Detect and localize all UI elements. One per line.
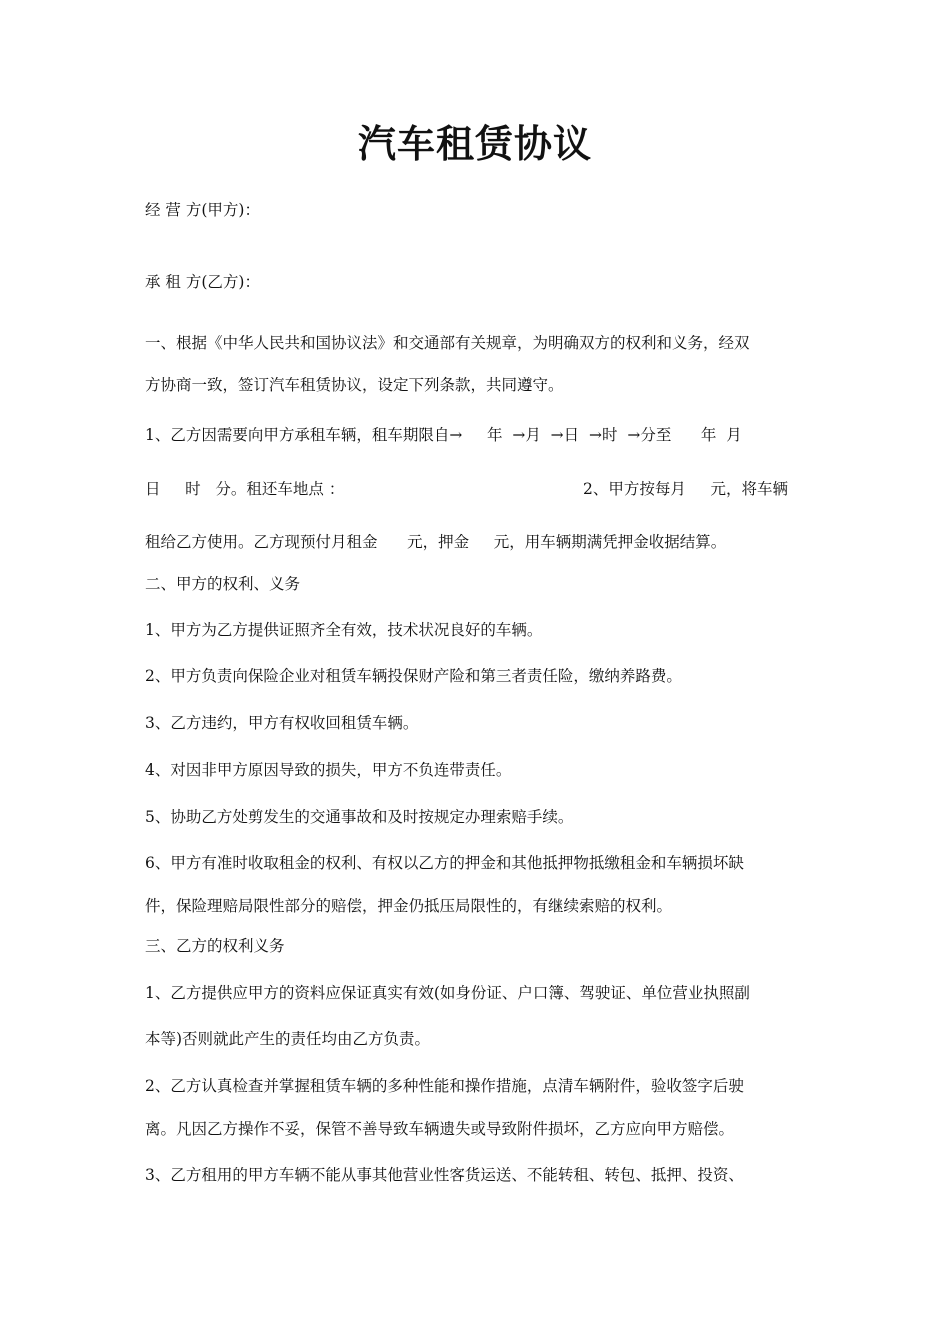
section3-item-2-line-2: 离。凡因乙方操作不妥，保管不善导致车辆遗失或导致附件损坏，乙方应向甲方赔偿。 bbox=[145, 1120, 735, 1138]
section2-item-6-line-1: 6、甲方有准时收取租金的权利、有权以乙方的押金和其他抵押物抵缴租金和车辆损坏缺 bbox=[145, 854, 744, 872]
term-line-2-right: 2、甲方按每月 元，将车辆 bbox=[583, 480, 788, 498]
intro-line-1: 一、根据《中华人民共和国协议法》和交通部有关规章，为明确双方的权利和义务，经双 bbox=[145, 334, 750, 352]
section2-item-4: 4、对因非甲方原因导致的损失，甲方不负连带责任。 bbox=[145, 761, 512, 779]
section2-item-6-line-2: 件，保险理赔局限性部分的赔偿，押金仍抵压局限性的，有继续索赔的权利。 bbox=[145, 897, 673, 915]
section3-heading: 三、乙方的权利义务 bbox=[145, 937, 285, 955]
section2-item-1: 1、甲方为乙方提供证照齐全有效，技术状况良好的车辆。 bbox=[145, 621, 543, 639]
section3-item-1-line-1: 1、乙方提供应甲方的资料应保证真实有效(如身份证、户口簿、驾驶证、单位营业执照副 bbox=[145, 984, 750, 1002]
party-a-label: 经 营 方(甲方)： bbox=[145, 201, 260, 219]
section2-item-3: 3、乙方违约，甲方有权收回租赁车辆。 bbox=[145, 714, 419, 732]
section3-item-1-line-2: 本等)否则就此产生的责任均由乙方负责。 bbox=[145, 1030, 431, 1048]
section3-item-2-line-1: 2、乙方认真检查并掌握租赁车辆的多种性能和操作措施，点清车辆附件，验收签字后驶 bbox=[145, 1077, 744, 1095]
term-line-2-left: 日 时 分。租还车地点 ： bbox=[145, 480, 345, 498]
section2-item-5: 5、协助乙方处剪发生的交通事故和及时按规定办理索赔手续。 bbox=[145, 808, 574, 826]
party-b-label: 承 租 方(乙方)： bbox=[145, 273, 260, 291]
section2-heading: 二、甲方的权利、义务 bbox=[145, 575, 301, 593]
section2-item-2: 2、甲方负责向保险企业对租赁车辆投保财产险和第三者责任险，缴纳养路费。 bbox=[145, 667, 682, 685]
term-line-1: 1、乙方因需要向甲方承租车辆，租车期限自→ 年 →月 →日 →时 →分至 年 月 bbox=[145, 426, 742, 444]
term-line-3: 租给乙方使用。乙方现预付月租金 元，押金 元，用车辆期满凭押金收据结算。 bbox=[145, 533, 727, 551]
document-title: 汽车租赁协议 bbox=[357, 121, 592, 166]
intro-line-2: 方协商一致，签订汽车租赁协议，设定下列条款，共同遵守。 bbox=[145, 376, 564, 394]
section3-item-3: 3、乙方租用的甲方车辆不能从事其他营业性客货运送、不能转租、转包、抵押、投资、 bbox=[145, 1166, 744, 1184]
